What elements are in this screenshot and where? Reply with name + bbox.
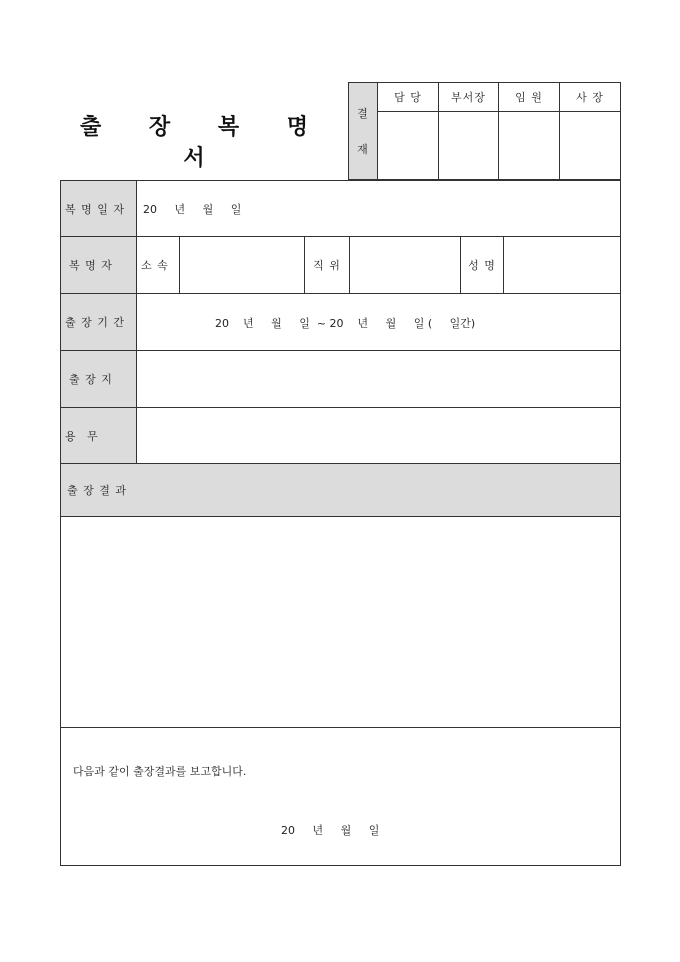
period-label: 출 장 기 간 (65, 316, 125, 329)
position-label-cell (304, 236, 350, 294)
report-date-value: 20 년 월 일 (143, 203, 242, 216)
reporter-label: 복 명 자 (69, 259, 113, 272)
approval-col-header-4 (559, 82, 621, 112)
reporter-label-cell (60, 236, 137, 294)
approval-label (348, 82, 378, 180)
place-label: 출 장 지 (69, 373, 113, 386)
period-field[interactable] (136, 293, 621, 351)
name-label-cell (460, 236, 504, 294)
affiliation-field[interactable] (179, 236, 305, 294)
affiliation-label-cell (136, 236, 180, 294)
result-label: 출 장 결 과 (67, 484, 127, 497)
approval-signature-4[interactable] (559, 111, 621, 180)
approval-signature-2[interactable] (438, 111, 499, 180)
approval-col-header-3 (498, 82, 560, 112)
name-label: 성 명 (468, 259, 496, 272)
report-date-field[interactable] (136, 180, 621, 237)
footer-date: 20 년 월 일 (281, 824, 380, 837)
footer-box (60, 727, 621, 866)
approval-col-label: 부서장 (451, 91, 486, 104)
purpose-label-cell (60, 407, 137, 464)
affiliation-label: 소 속 (141, 259, 169, 272)
result-body[interactable] (60, 516, 621, 728)
name-field[interactable] (503, 236, 621, 294)
approval-label-bottom: 재 (357, 143, 369, 156)
approval-col-label: 담 당 (394, 91, 422, 104)
purpose-label: 용 무 (65, 429, 102, 443)
purpose-field[interactable] (136, 407, 621, 464)
approval-label-top: 결 (357, 107, 369, 120)
result-header (60, 463, 621, 517)
footer-statement: 다음과 같이 출장결과를 보고합니다. (73, 765, 247, 778)
place-label-cell (60, 350, 137, 408)
place-field[interactable] (136, 350, 621, 408)
position-label: 직 위 (313, 259, 341, 272)
approval-col-header-2 (438, 82, 499, 112)
report-date-label-cell (60, 180, 137, 237)
period-value: 20 년 월 일 ~ 20 년 월 일 ( 일간) (215, 317, 476, 330)
approval-signature-3[interactable] (498, 111, 560, 180)
approval-col-label: 임 원 (515, 91, 543, 104)
page-title: 출 장 복 명 서 (80, 114, 328, 171)
report-date-label: 복 명 일 자 (65, 202, 125, 216)
position-field[interactable] (349, 236, 461, 294)
approval-col-header-1 (377, 82, 439, 112)
approval-col-label: 사 장 (576, 91, 604, 104)
period-label-cell (60, 293, 137, 351)
approval-signature-1[interactable] (377, 111, 439, 180)
